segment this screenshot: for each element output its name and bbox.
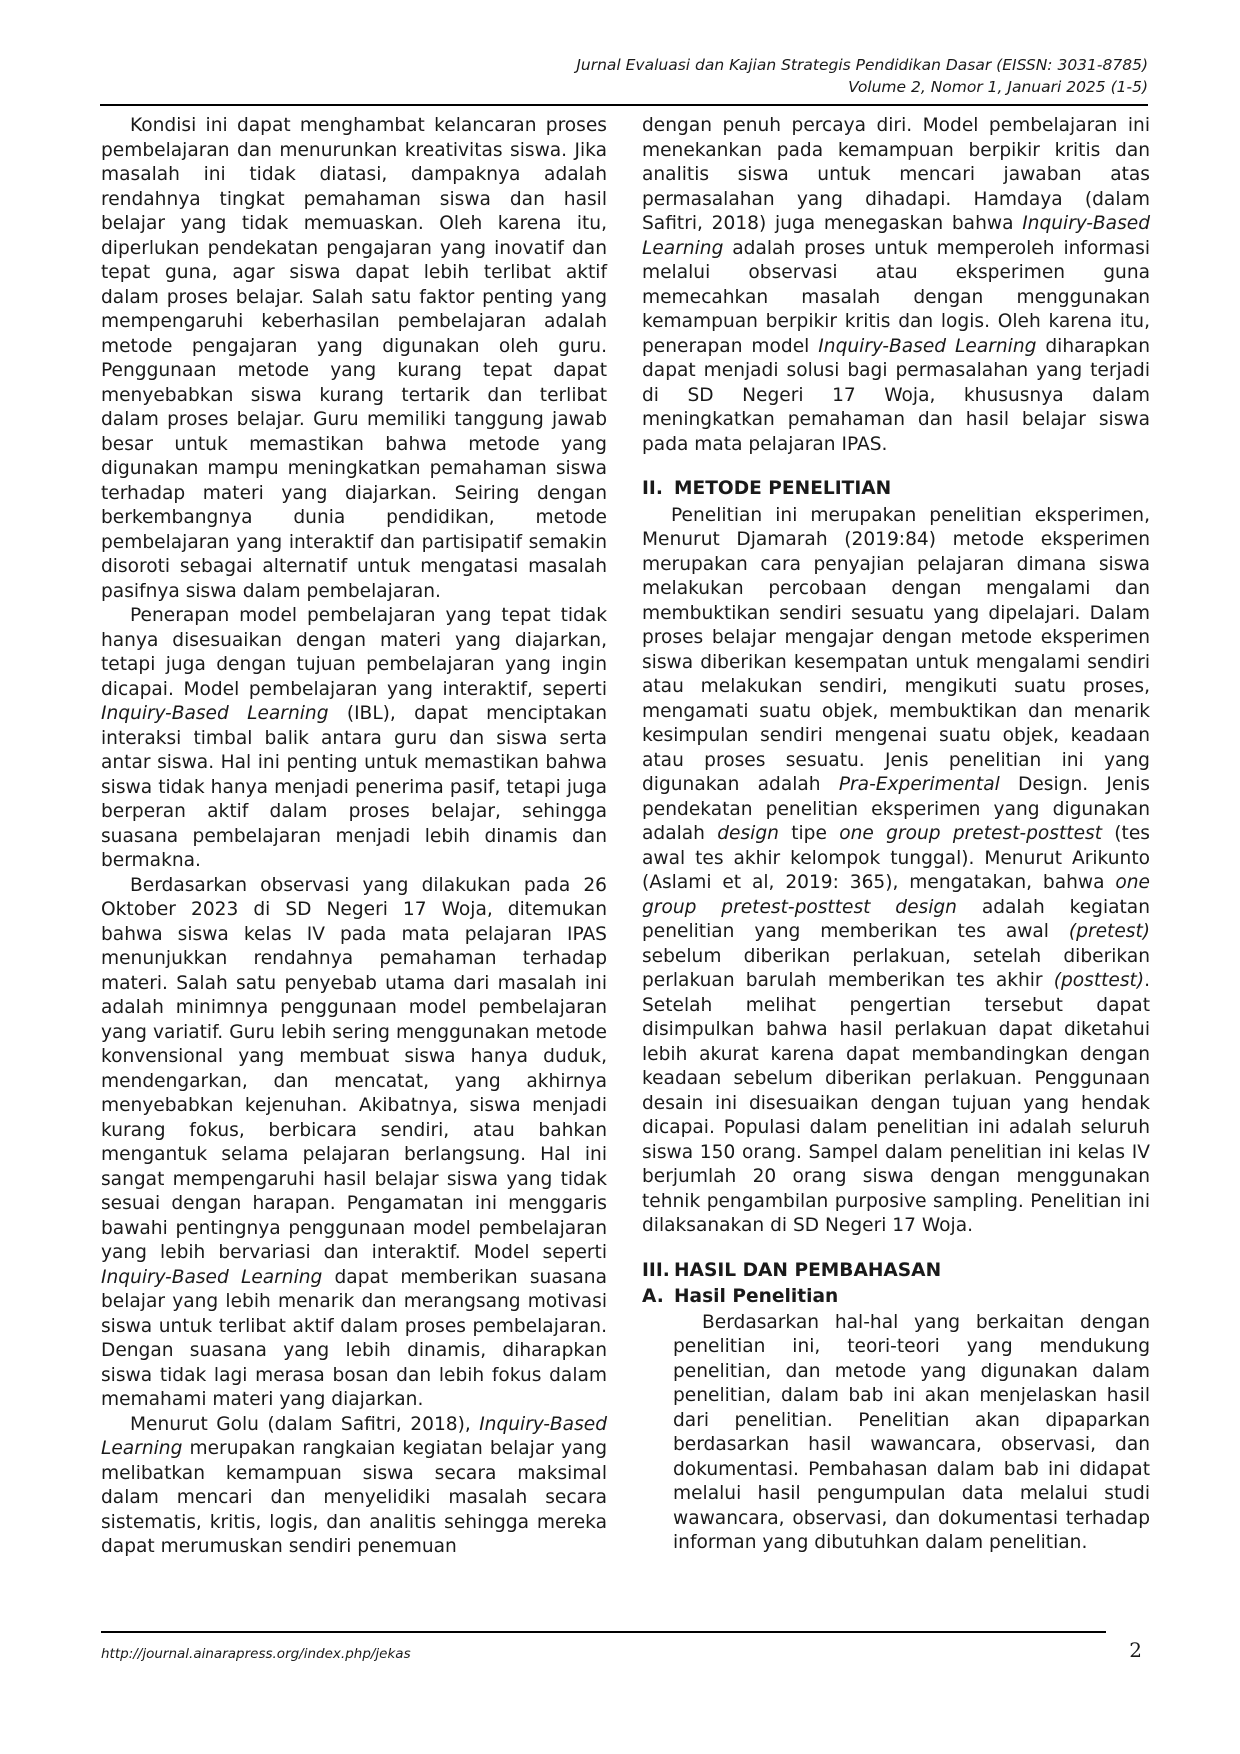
paragraph: Menurut Golu (dalam Safitri, 2018), Inquiry-Based Learning merupakan rangkaian kegiatan belajar yang melibatkan kemampuan siswa secara maksimal dalam mencari dan menyelidiki masalah secara sistematis, kritis, logis, dan analitis sehingga mereka dapat merumuskan sendiri penemuan [101,1413,607,1557]
paragraph: Kondisi ini dapat menghambat kelancaran proses pembelajaran dan menurunkan kreativitas siswa. Jika masalah ini tidak diatasi, dampaknya adalah rendahnya tingkat pemahaman siswa dan hasil belajar yang tidak memuaskan. Oleh karena itu, diperlukan pendekatan pengajaran yang inovatif dan tepat guna, agar siswa dapat lebih terlibat aktif dalam proses belajar. Salah satu faktor penting yang mempengaruhi keberhasilan pembelajaran adalah metode pengajaran yang digunakan oleh guru. Penggunaan metode yang kurang tepat dapat menyebabkan siswa kurang tertarik dan terlibat dalam proses belajar. Guru memiliki tanggung jawab besar untuk memastikan bahwa metode yang digunakan mampu meningkatkan pemahaman siswa terhadap materi yang diajarkan. Seiring dengan berkembangnya dunia pendidikan, metode pembelajaran yang interaktif dan partisipatif semakin disoroti sebagai alternatif untuk mengatasi masalah pasifnya siswa dalam pembelajaran. [101,115,607,602]
footer-url: http://journal.ainarapress.org/index.php/jekas [101,1646,411,1662]
page-number: 2 [1129,1638,1142,1662]
journal-header [576,54,1148,98]
right-column [642,114,1150,1556]
subsection-heading-hasil-penelitian: A. Hasil Penelitian [642,1286,839,1307]
section-heading-hasil: III. HASIL DAN PEMBAHASAN [642,1259,942,1281]
subsection-body [642,1311,1150,1556]
journal-title: Jurnal Evaluasi dan Kajian Strategis Pendidikan Dasar (EISSN: 3031-8785) [576,56,1148,74]
section-heading-metode: II. METODE PENELITIAN [642,478,892,499]
paragraph: Berdasarkan observasi yang dilakukan pada 26 Oktober 2023 di SD Negeri 17 Woja, ditemukan bahwa siswa kelas IV pada mata pelajaran IPAS menunjukkan rendahnya pemahaman terhadap materi. Salah satu penyebab utama dari masalah ini adalah minimnya penggunaan model pembelajaran yang variatif. Guru lebih sering menggunakan metode konvensional yang membuat siswa hanya duduk, mendengarkan, dan mencatat, yang akhirnya menyebabkan kejenuhan. Akibatnya, siswa menjadi kurang fokus, berbicara sendiri, atau bahkan mengantuk selama pelajaran berlangsung. Hal ini sangat mempengaruhi hasil belajar siswa yang tidak sesuai dengan harapan. Pengamatan ini menggaris bawahi pentingnya penggunaan model pembelajaran yang lebih bervariasi dan interaktif. Model seperti Inquiry-Based Learning dapat memberikan suasana belajar yang lebih menarik dan merangsang motivasi siswa untuk terlibat aktif dalam proses pembelajaran. Dengan suasana yang lebih dinamis, diharapkan siswa tidak lagi merasa bosan dan lebih fokus dalam memahami materi yang diajarkan. [101,874,607,1410]
paragraph: dengan penuh percaya diri. Model pembelajaran ini menekankan pada kemampuan berpikir kritis dan analitis siswa untuk mencari jawaban atas permasalahan yang dihadapi. Hamdaya (dalam Safitri, 2018) juga menegaskan bahwa Inquiry-Based Learning adalah proses untuk memperoleh informasi melalui observasi atau eksperimen guna memecahkan masalah dengan menggunakan kemampuan berpikir kritis dan logis. Oleh karena itu, penerapan model Inquiry-Based Learning diharapkan dapat menjadi solusi bagi permasalahan yang terjadi di SD Negeri 17 Woja, khususnya dalam meningkatkan pemahaman dan hasil belajar siswa pada mata pelajaran IPAS. [642,115,1150,455]
footer-rule [101,1631,1106,1633]
paragraph: Berdasarkan hal-hal yang berkaitan dengan penelitian ini, teori-teori yang mendukung penelitian, dan metode yang digunakan dalam penelitian, dalam bab ini akan menjelaskan hasil dari penelitian. Penelitian akan dipaparkan berdasarkan hasil wawancara, observasi, dan dokumentasi. Pembahasan dalam bab ini didapat melalui hasil pengumpulan data melalui studi wawancara, observasi, dan dokumentasi terhadap informan yang dibutuhkan dalam penelitian. [673,1311,1150,1553]
paragraph: Penerapan model pembelajaran yang tepat tidak hanya disesuaikan dengan materi yang diajarkan, tetapi juga dengan tujuan pembelajaran yang ingin dicapai. Model pembelajaran yang interaktif, seperti Inquiry-Based Learning (IBL), dapat menciptakan interaksi timbal balik antara guru dan siswa serta antar siswa. Hal ini penting untuk memastikan bahwa siswa tidak hanya menjadi penerima pasif, tetapi juga berperan aktif dalam proses belajar, sehingga suasana pembelajaran menjadi lebih dinamis dan bermakna. [101,605,607,871]
header-rule [100,104,1148,106]
journal-volume: Volume 2, Nomor 1, Januari 2025 (1-5) [848,78,1148,96]
left-column [101,114,607,1560]
paragraph: Penelitian ini merupakan penelitian eksperimen, Menurut Djamarah (2019:84) metode eksperimen merupakan cara penyajian pelajaran dimana siswa melakukan percobaan dengan mengalami dan membuktikan sendiri sesuatu yang dipelajari. Dalam proses belajar mengajar dengan metode eksperimen siswa diberikan kesempatan untuk mengalami sendiri atau melakukan sendiri, mengikuti suatu proses, mengamati suatu objek, membuktikan dan menarik kesimpulan sendiri mengenai suatu objek, keadaan atau proses sesuatu. Jenis penelitian ini yang digunakan adalah Pra-Experimental Design. Jenis pendekatan penelitian eksperimen yang digunakan adalah design tipe one group pretest-posttest (tes awal tes akhir kelompok tunggal). Menurut Arikunto (Aslami et al, 2019: 365), mengatakan, bahwa one group pretest-posttest design adalah kegiatan penelitian yang memberikan tes awal (pretest) sebelum diberikan perlakuan, setelah diberikan perlakuan barulah memberikan tes akhir (posttest). Setelah melihat pengertian tersebut dapat disimpulkan bahwa hasil perlakuan dapat diketahui lebih akurat karena dapat membandingkan dengan keadaan sebelum diberikan perlakuan. Penggunaan desain ini disesuaikan dengan tujuan yang hendak dicapai. Populasi dalam penelitian ini adalah seluruh siswa 150 orang. Sampel dalam penelitian ini kelas IV berjumlah 20 orang siswa dengan menggunakan tehnik pengambilan purposive sampling. Penelitian ini dilaksanakan di SD Negeri 17 Woja. [642,504,1150,1236]
